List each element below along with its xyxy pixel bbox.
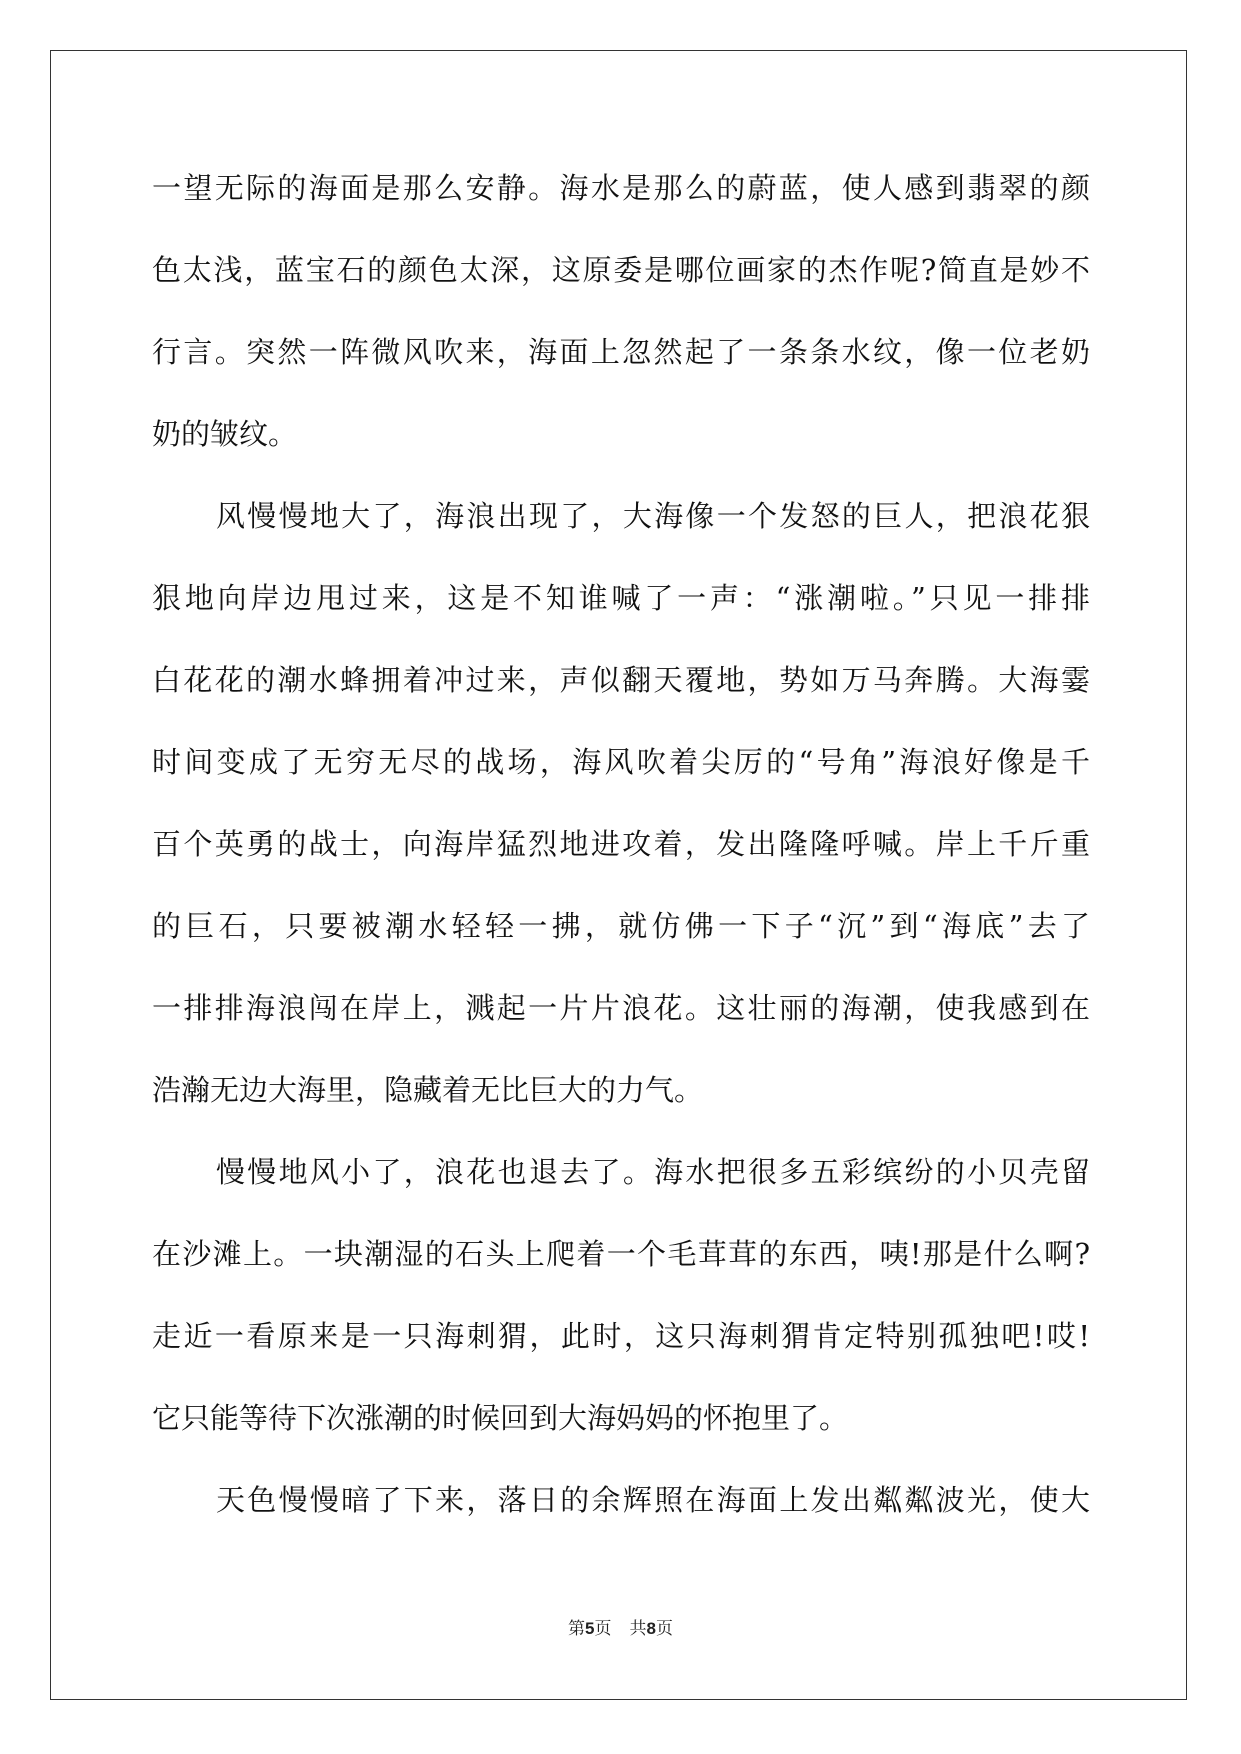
text-line: 奶的皱纹。	[152, 417, 298, 451]
text-line: 色太浅，蓝宝石的颜色太深，这原委是哪位画家的杰作呢?简直是妙不	[152, 253, 1090, 287]
footer-total-prefix: 共	[629, 1619, 647, 1639]
footer-page-suffix: 页	[594, 1619, 612, 1639]
text-line: 天色慢慢暗了下来，落日的余辉照在海面上发出粼粼波光，使大	[216, 1483, 1090, 1517]
text-line: 百个英勇的战士，向海岸猛烈地进攻着，发出隆隆呼喊。岸上千斤重	[152, 827, 1090, 861]
total-page-number: 8	[646, 1619, 656, 1638]
current-page-number: 5	[585, 1619, 595, 1638]
text-line: 时间变成了无穷无尽的战场，海风吹着尖厉的“号角”海浪好像是千	[152, 745, 1090, 779]
text-line: 它只能等待下次涨潮的时候回到大海妈妈的怀抱里了。	[152, 1401, 849, 1435]
text-line: 在沙滩上。一块潮湿的石头上爬着一个毛茸茸的东西，咦!那是什么啊?	[152, 1237, 1090, 1271]
text-line: 的巨石，只要被潮水轻轻一拂，就仿佛一下子“沉”到“海底”去了	[152, 909, 1090, 943]
text-line: 白花花的潮水蜂拥着冲过来，声似翻天覆地，势如万马奔腾。大海霎	[152, 663, 1090, 697]
text-line: 慢慢地风小了，浪花也退去了。海水把很多五彩缤纷的小贝壳留	[216, 1155, 1090, 1189]
footer-total-suffix: 页	[655, 1619, 673, 1639]
text-line: 一排排海浪闯在岸上，溅起一片片浪花。这壮丽的海潮，使我感到在	[152, 991, 1090, 1025]
text-line: 一望无际的海面是那么安静。海水是那么的蔚蓝，使人感到翡翠的颜	[152, 171, 1090, 205]
text-line: 走近一看原来是一只海刺猬，此时，这只海刺猬肯定特别孤独吧!哎!	[152, 1319, 1090, 1353]
page-footer	[0, 1614, 1241, 1639]
text-line: 风慢慢地大了，海浪出现了，大海像一个发怒的巨人，把浪花狠	[216, 499, 1090, 533]
text-line: 狠地向岸边甩过来，这是不知谁喊了一声：“涨潮啦。”只见一排排	[152, 581, 1090, 615]
text-line: 浩瀚无边大海里，隐藏着无比巨大的力气。	[152, 1073, 704, 1107]
footer-prefix: 第	[568, 1619, 586, 1639]
document-body	[152, 160, 1090, 1554]
text-line: 行言。突然一阵微风吹来，海面上忽然起了一条条水纹，像一位老奶	[152, 335, 1090, 369]
